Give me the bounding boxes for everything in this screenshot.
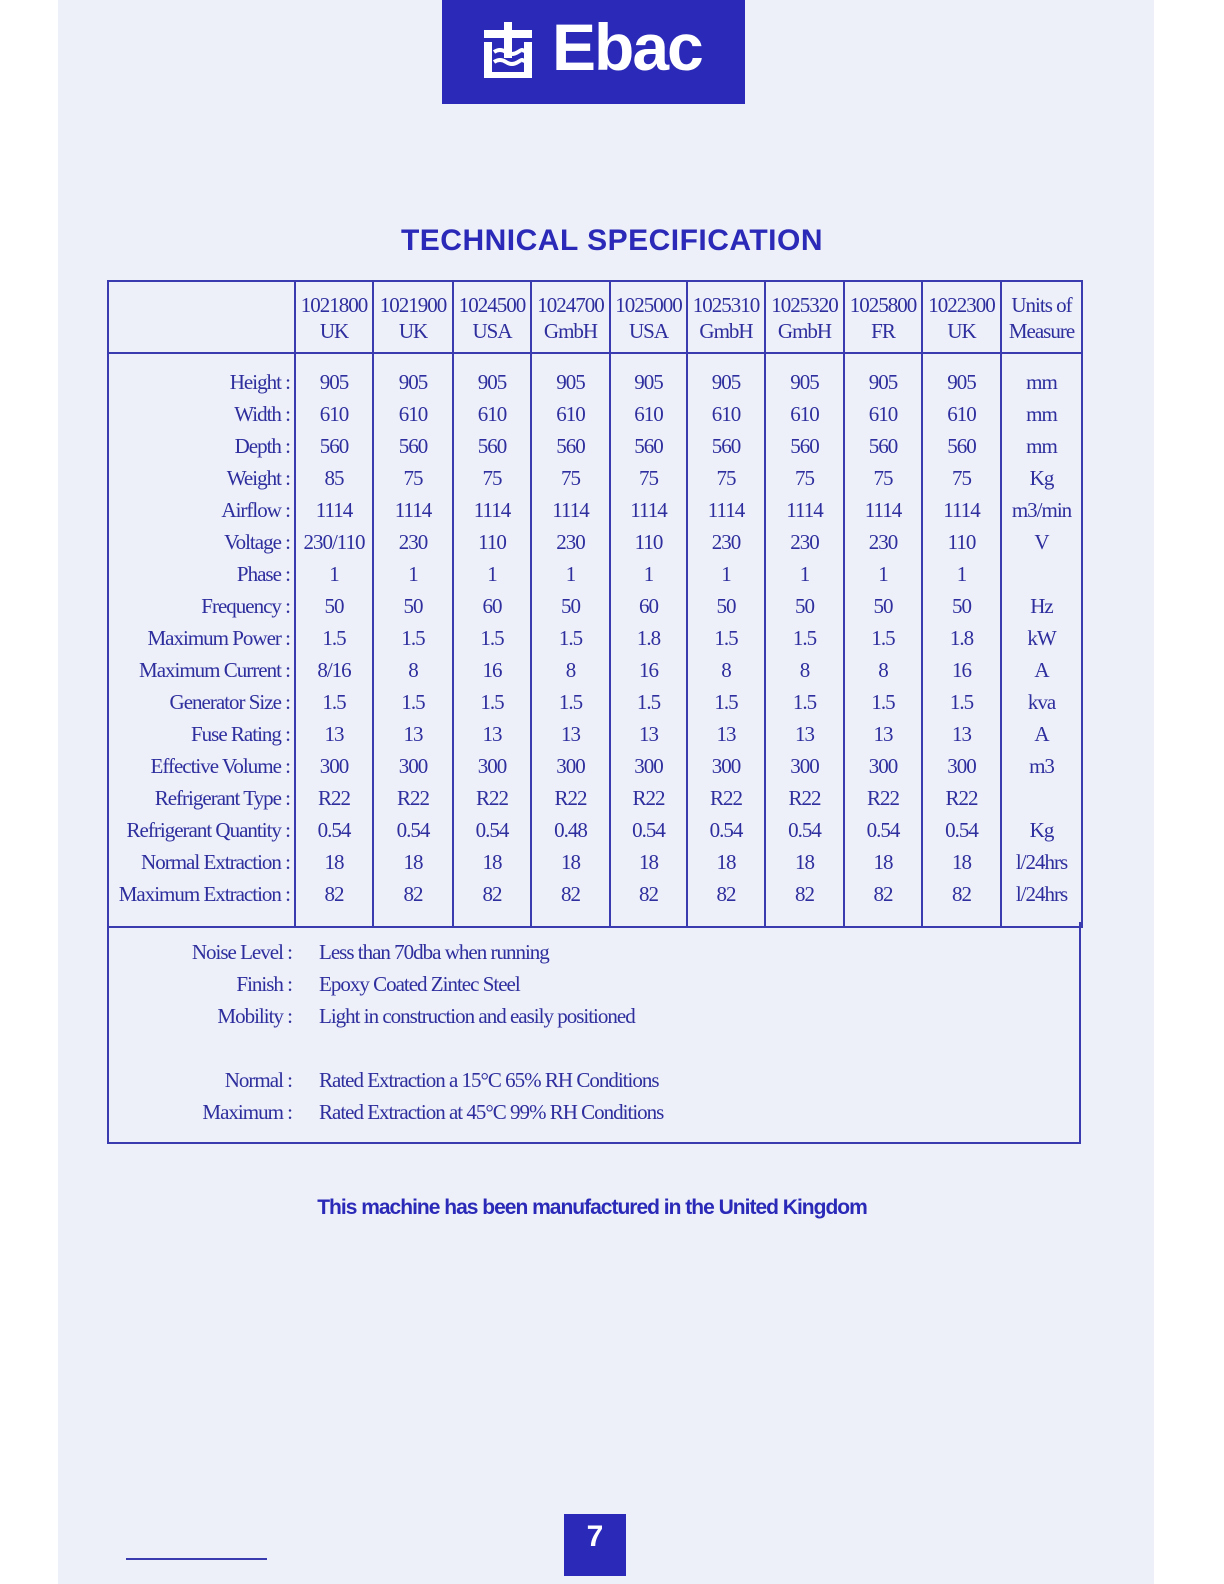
spec-cell: 610 xyxy=(531,398,610,430)
spec-cell: R22 xyxy=(687,782,765,814)
spec-cell: 1.5 xyxy=(687,686,765,718)
ebac-emblem-icon xyxy=(478,20,538,84)
spec-cell: 16 xyxy=(453,654,531,686)
spec-cell: R22 xyxy=(453,782,531,814)
spec-cell: 300 xyxy=(373,750,453,782)
spec-row-label: Depth : xyxy=(234,433,290,458)
spec-cell: 1.5 xyxy=(922,686,1001,718)
spec-row-label: Voltage : xyxy=(224,529,290,554)
spec-unit: kva xyxy=(1001,686,1082,718)
spec-cell: 560 xyxy=(922,430,1001,462)
spec-unit: m3 xyxy=(1001,750,1082,782)
spec-cell: 300 xyxy=(765,750,844,782)
ebac-logo xyxy=(442,0,745,104)
spec-cell: 610 xyxy=(295,398,373,430)
spec-cell: 50 xyxy=(922,590,1001,622)
spec-cell: 1 xyxy=(922,558,1001,590)
spec-cell: 18 xyxy=(765,846,844,878)
spec-unit: Hz xyxy=(1001,590,1082,622)
spec-cell: 0.54 xyxy=(610,814,687,846)
spec-cell: 13 xyxy=(373,718,453,750)
spec-cell: 560 xyxy=(295,430,373,462)
spec-cell: 1 xyxy=(687,558,765,590)
spec-cell: 110 xyxy=(610,526,687,558)
spec-row-label: Maximum Extraction : xyxy=(118,881,290,906)
spec-unit xyxy=(1001,558,1082,590)
spec-cell: 1 xyxy=(610,558,687,590)
spec-row-label: Effective Volume : xyxy=(150,753,290,778)
spec-cell: 610 xyxy=(922,398,1001,430)
spec-row xyxy=(108,750,1082,782)
spec-cell: 300 xyxy=(295,750,373,782)
model-header: 1021800 UK xyxy=(295,281,373,353)
spec-row xyxy=(108,558,1082,590)
spec-cell: 905 xyxy=(453,353,531,398)
spec-cell: 18 xyxy=(295,846,373,878)
spec-cell: 1114 xyxy=(687,494,765,526)
spec-cell: 1114 xyxy=(765,494,844,526)
spec-cell: 0.48 xyxy=(531,814,610,846)
spec-cell: 1 xyxy=(531,558,610,590)
spec-body xyxy=(108,353,1082,927)
spec-cell: 13 xyxy=(453,718,531,750)
spec-cell: 1.5 xyxy=(373,686,453,718)
spec-cell: 82 xyxy=(373,878,453,927)
spec-unit: m3/min xyxy=(1001,494,1082,526)
spec-row-label: Frequency : xyxy=(201,593,290,618)
spec-cell: 85 xyxy=(295,462,373,494)
model-header: 1025000 USA xyxy=(610,281,687,353)
spec-cell: R22 xyxy=(531,782,610,814)
spec-cell: 610 xyxy=(610,398,687,430)
spec-cell: 18 xyxy=(453,846,531,878)
spec-cell: 82 xyxy=(922,878,1001,927)
spec-cell: 50 xyxy=(295,590,373,622)
spec-cell: 905 xyxy=(373,353,453,398)
model-header: 1024700 GmbH xyxy=(531,281,610,353)
spec-cell: 1.5 xyxy=(844,622,922,654)
spec-cell: 560 xyxy=(687,430,765,462)
spec-cell: 110 xyxy=(453,526,531,558)
spec-row-label: Phase : xyxy=(236,561,290,586)
spec-unit: A xyxy=(1001,654,1082,686)
spec-row xyxy=(108,782,1082,814)
spec-unit: mm xyxy=(1001,398,1082,430)
model-header: 1024500 USA xyxy=(453,281,531,353)
spec-cell: 1114 xyxy=(295,494,373,526)
spec-cell: 1 xyxy=(295,558,373,590)
spec-row xyxy=(108,878,1082,927)
spec-cell: 300 xyxy=(922,750,1001,782)
spec-cell: 1.5 xyxy=(687,622,765,654)
spec-row-label: Maximum Current : xyxy=(139,657,290,682)
spec-cell: 905 xyxy=(295,353,373,398)
model-header: 1025320 GmbH xyxy=(765,281,844,353)
spec-cell: 905 xyxy=(922,353,1001,398)
spec-unit: l/24hrs xyxy=(1001,846,1082,878)
model-header: 1025800 FR xyxy=(844,281,922,353)
spec-row-label: Generator Size : xyxy=(169,689,290,714)
spec-cell: 75 xyxy=(922,462,1001,494)
note-label: Mobility : xyxy=(217,1004,292,1028)
spec-cell: 13 xyxy=(610,718,687,750)
spec-cell: 75 xyxy=(844,462,922,494)
spec-cell: 560 xyxy=(765,430,844,462)
spec-cell: 905 xyxy=(844,353,922,398)
spec-cell: 50 xyxy=(687,590,765,622)
spec-row-label: Maximum Power : xyxy=(147,625,290,650)
spec-cell: 905 xyxy=(687,353,765,398)
spec-cell: 75 xyxy=(453,462,531,494)
spec-cell: 18 xyxy=(844,846,922,878)
spec-cell: 1114 xyxy=(844,494,922,526)
spec-row xyxy=(108,398,1082,430)
page-title: TECHNICAL SPECIFICATION xyxy=(400,224,824,257)
spec-cell: 13 xyxy=(922,718,1001,750)
spec-cell: 82 xyxy=(531,878,610,927)
spec-cell: 1 xyxy=(453,558,531,590)
spec-cell: 13 xyxy=(295,718,373,750)
footer-rule xyxy=(126,1558,267,1560)
note-label: Finish : xyxy=(236,972,292,996)
spec-cell: 13 xyxy=(687,718,765,750)
spec-unit xyxy=(1001,782,1082,814)
spec-row-label: Weight : xyxy=(226,465,290,490)
spec-row xyxy=(108,686,1082,718)
spec-cell: 0.54 xyxy=(373,814,453,846)
spec-unit: A xyxy=(1001,718,1082,750)
spec-row-label: Normal Extraction : xyxy=(141,849,290,874)
spec-cell: 1.5 xyxy=(765,622,844,654)
spec-cell: 60 xyxy=(610,590,687,622)
spec-row-label: Height : xyxy=(229,369,290,394)
spec-cell: 16 xyxy=(922,654,1001,686)
note-value: Less than 70dba when running xyxy=(319,940,549,964)
spec-cell: 110 xyxy=(922,526,1001,558)
spec-cell: 18 xyxy=(922,846,1001,878)
spec-cell: 1.5 xyxy=(844,686,922,718)
spec-cell: 560 xyxy=(531,430,610,462)
spec-cell: 1.8 xyxy=(922,622,1001,654)
spec-cell: 18 xyxy=(531,846,610,878)
spec-unit: mm xyxy=(1001,353,1082,398)
spec-cell: R22 xyxy=(295,782,373,814)
spec-cell: 0.54 xyxy=(765,814,844,846)
spec-row-label: Width : xyxy=(234,401,290,426)
spec-cell: 1114 xyxy=(531,494,610,526)
spec-cell: 610 xyxy=(844,398,922,430)
spec-cell: 230 xyxy=(687,526,765,558)
spec-row-label: Refrigerant Quantity : xyxy=(126,817,290,842)
spec-cell: R22 xyxy=(765,782,844,814)
spec-cell: 13 xyxy=(844,718,922,750)
spec-cell: R22 xyxy=(844,782,922,814)
spec-unit: kW xyxy=(1001,622,1082,654)
spec-cell: R22 xyxy=(922,782,1001,814)
spec-cell: 82 xyxy=(610,878,687,927)
spec-cell: 8/16 xyxy=(295,654,373,686)
spec-cell: 8 xyxy=(373,654,453,686)
spec-cell: 75 xyxy=(373,462,453,494)
spec-header-row xyxy=(108,281,1082,353)
spec-cell: 0.54 xyxy=(844,814,922,846)
note-label: Noise Level : xyxy=(191,940,292,964)
spec-cell: 0.54 xyxy=(453,814,531,846)
spec-cell: 1.8 xyxy=(610,622,687,654)
spec-cell: 13 xyxy=(765,718,844,750)
spec-unit: mm xyxy=(1001,430,1082,462)
page-number: 7 xyxy=(564,1514,626,1576)
spec-cell: 8 xyxy=(765,654,844,686)
spec-table xyxy=(107,280,1083,928)
spec-cell: 1.5 xyxy=(531,622,610,654)
note-value: Rated Extraction a 15°C 65% RH Conditions xyxy=(319,1068,659,1092)
spec-row xyxy=(108,590,1082,622)
spec-cell: 230 xyxy=(531,526,610,558)
spec-cell: 16 xyxy=(610,654,687,686)
spec-cell: 82 xyxy=(844,878,922,927)
spec-unit: Kg xyxy=(1001,462,1082,494)
spec-row xyxy=(108,814,1082,846)
brand-name: Ebac xyxy=(552,10,702,84)
spec-cell: 300 xyxy=(687,750,765,782)
spec-cell: 1 xyxy=(765,558,844,590)
spec-cell: 50 xyxy=(531,590,610,622)
spec-cell: 230 xyxy=(844,526,922,558)
spec-cell: 1114 xyxy=(453,494,531,526)
spec-cell: 50 xyxy=(844,590,922,622)
spec-cell: 560 xyxy=(610,430,687,462)
spec-cell: 75 xyxy=(687,462,765,494)
spec-cell: 1114 xyxy=(373,494,453,526)
spec-cell: 50 xyxy=(765,590,844,622)
spec-cell: 82 xyxy=(765,878,844,927)
spec-row xyxy=(108,526,1082,558)
spec-cell: 82 xyxy=(687,878,765,927)
spec-cell: R22 xyxy=(610,782,687,814)
spec-row-label: Refrigerant Type : xyxy=(154,785,290,810)
note-label: Maximum : xyxy=(202,1100,292,1124)
spec-cell: 1.5 xyxy=(610,686,687,718)
spec-cell: 1114 xyxy=(610,494,687,526)
note-value: Rated Extraction at 45°C 99% RH Conditions xyxy=(319,1100,664,1124)
spec-cell: 610 xyxy=(453,398,531,430)
spec-row xyxy=(108,654,1082,686)
spec-cell: R22 xyxy=(373,782,453,814)
spec-cell: 560 xyxy=(453,430,531,462)
spec-cell: 0.54 xyxy=(295,814,373,846)
spec-cell: 50 xyxy=(373,590,453,622)
spec-cell: 1.5 xyxy=(295,622,373,654)
spec-cell: 560 xyxy=(373,430,453,462)
spec-cell: 0.54 xyxy=(687,814,765,846)
manufacture-note: This machine has been manufactured in the United Kingdom xyxy=(317,1196,867,1219)
spec-cell: 18 xyxy=(373,846,453,878)
spec-cell: 230 xyxy=(373,526,453,558)
spec-cell: 300 xyxy=(610,750,687,782)
spec-cell: 75 xyxy=(765,462,844,494)
spec-cell: 905 xyxy=(531,353,610,398)
spec-cell: 60 xyxy=(453,590,531,622)
spec-cell: 1.5 xyxy=(295,686,373,718)
spec-row xyxy=(108,353,1082,398)
spec-cell: 1114 xyxy=(922,494,1001,526)
notes-box xyxy=(107,922,1081,1144)
spec-cell: 18 xyxy=(687,846,765,878)
spec-cell: 300 xyxy=(453,750,531,782)
spec-cell: 1.5 xyxy=(453,686,531,718)
spec-cell: 1.5 xyxy=(531,686,610,718)
spec-cell: 300 xyxy=(844,750,922,782)
spec-cell: 300 xyxy=(531,750,610,782)
spec-cell: 75 xyxy=(531,462,610,494)
spec-cell: 13 xyxy=(531,718,610,750)
spec-unit: Kg xyxy=(1001,814,1082,846)
spec-cell: 8 xyxy=(531,654,610,686)
spec-row-label: Airflow : xyxy=(221,497,290,522)
spec-cell: 230/110 xyxy=(295,526,373,558)
spec-cell: 1.5 xyxy=(765,686,844,718)
model-header: 1021900 UK xyxy=(373,281,453,353)
spec-cell: 1.5 xyxy=(373,622,453,654)
spec-row xyxy=(108,846,1082,878)
spec-cell: 8 xyxy=(687,654,765,686)
spec-unit: V xyxy=(1001,526,1082,558)
spec-row-label: Fuse Rating : xyxy=(190,721,290,746)
spec-row xyxy=(108,718,1082,750)
spec-cell: 1 xyxy=(844,558,922,590)
spec-cell: 610 xyxy=(373,398,453,430)
header-blank-cell xyxy=(108,281,295,353)
spec-cell: 1.5 xyxy=(453,622,531,654)
note-value: Epoxy Coated Zintec Steel xyxy=(319,972,520,996)
spec-row xyxy=(108,622,1082,654)
spec-cell: 610 xyxy=(687,398,765,430)
spec-cell: 18 xyxy=(610,846,687,878)
spec-cell: 1 xyxy=(373,558,453,590)
units-header: Units of Measure xyxy=(1001,281,1082,353)
note-value: Light in construction and easily positioned xyxy=(319,1004,635,1028)
spec-cell: 0.54 xyxy=(922,814,1001,846)
spec-row xyxy=(108,494,1082,526)
spec-row xyxy=(108,430,1082,462)
note-label: Normal : xyxy=(224,1068,292,1092)
spec-cell: 230 xyxy=(765,526,844,558)
spec-cell: 82 xyxy=(295,878,373,927)
model-header: 1022300 UK xyxy=(922,281,1001,353)
spec-cell: 82 xyxy=(453,878,531,927)
spec-cell: 610 xyxy=(765,398,844,430)
spec-cell: 905 xyxy=(610,353,687,398)
spec-unit: l/24hrs xyxy=(1001,878,1082,927)
spec-cell: 905 xyxy=(765,353,844,398)
spec-cell: 8 xyxy=(844,654,922,686)
spec-cell: 560 xyxy=(844,430,922,462)
model-header: 1025310 GmbH xyxy=(687,281,765,353)
spec-cell: 75 xyxy=(610,462,687,494)
spec-row xyxy=(108,462,1082,494)
